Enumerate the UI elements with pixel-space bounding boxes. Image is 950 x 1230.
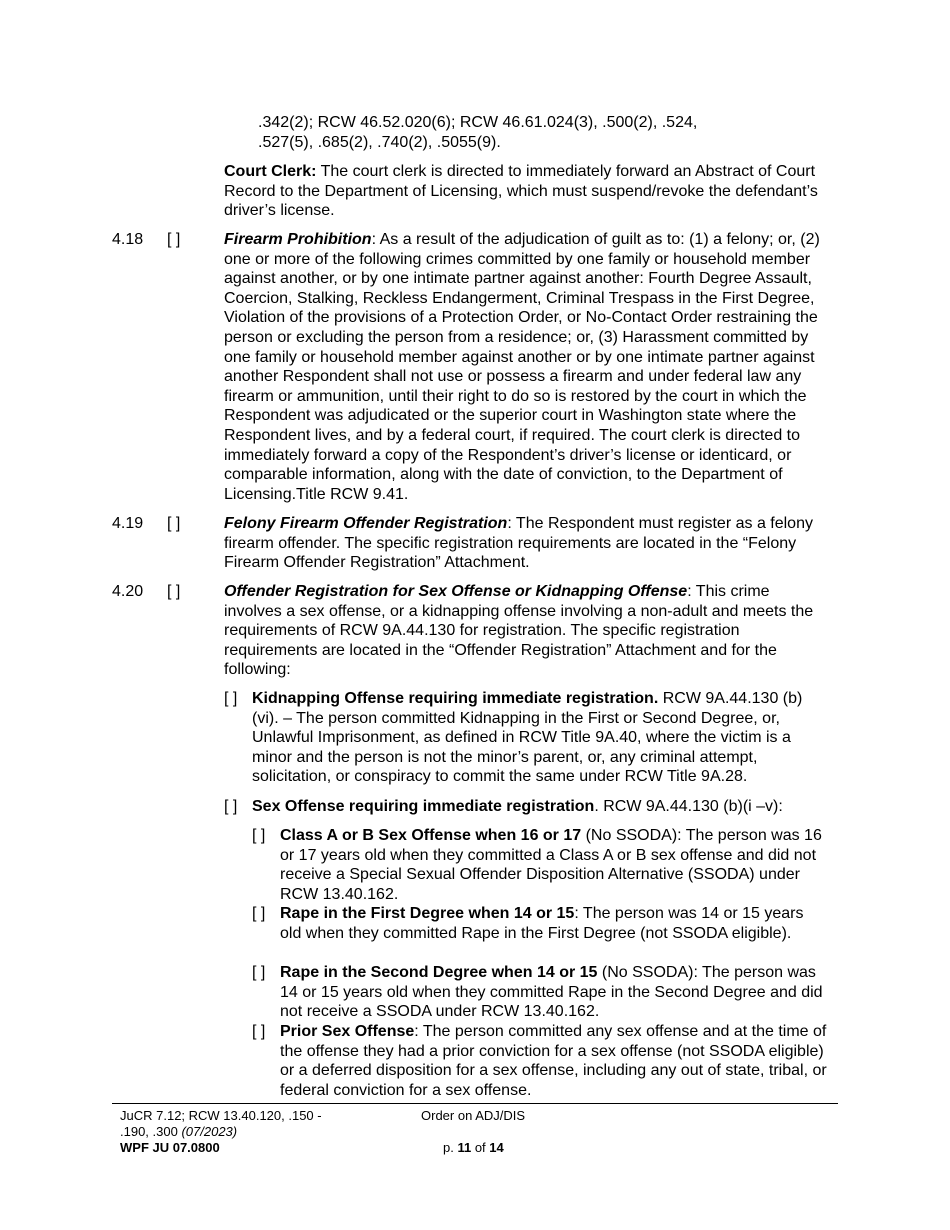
rape-second-paragraph (280, 963, 836, 1022)
section-number-4-20: 4.20 (112, 583, 144, 600)
section-4-20-text: : This crime involves a sex offense, or a kidnapping offense involving a non-adult and meets the requirements of RCW 9A.44.130 for registration. The specific registration requirements are located in the “Offender Registration” Attachment and for the following: (224, 583, 814, 679)
footer-revision-date: (07/2023) (181, 1124, 238, 1139)
rape-first-text: : The person was 14 or 15 years old when they committed Rape in the First Degree (not SSODA eligible). (280, 905, 804, 942)
section-4-19-paragraph (224, 514, 814, 573)
class-a-b-title: Class A or B Sex Offense when 16 or 17 (280, 827, 582, 844)
rape-first-paragraph (280, 904, 820, 943)
rape-second-title: Rape in the Second Degree when 14 or 15 (280, 964, 598, 981)
footer-citation-line-2 (120, 1124, 237, 1140)
section-4-18-title: Firearm Prohibition (224, 231, 372, 248)
checkbox-rape-first[interactable]: [ ] (252, 905, 266, 922)
section-number-4-19: 4.19 (112, 515, 144, 532)
court-clerk-label: Court Clerk: (224, 163, 317, 180)
section-4-19-title: Felony Firearm Offender Registration (224, 515, 508, 532)
prior-sex-offense-paragraph (280, 1022, 838, 1100)
checkbox-4-19[interactable]: [ ] (167, 515, 181, 532)
section-4-19-text: : The Respondent must register as a felony firearm offender. The specific registration requirements are located in the “Felony Firearm Offender Registration” Attachment. (224, 515, 813, 572)
sex-offense-title: Sex Offense requiring immediate registration (252, 798, 595, 815)
sex-offense-text: . RCW 9A.44.130 (b)(i –v): (594, 798, 783, 815)
section-number-4-18: 4.18 (112, 231, 144, 248)
rape-first-title: Rape in the First Degree when 14 or 15 (280, 905, 575, 922)
checkbox-sex-offense[interactable]: [ ] (224, 798, 238, 815)
section-4-20-paragraph (224, 582, 818, 680)
kidnapping-paragraph (252, 689, 820, 787)
rcw-continuation-line-2: .527(5), .685(2), .740(2), .5055(9). (258, 133, 501, 151)
footer-divider (112, 1103, 838, 1104)
footer-page-number (443, 1140, 504, 1156)
checkbox-class-a-b[interactable]: [ ] (252, 827, 266, 844)
kidnapping-title: Kidnapping Offense requiring immediate registration. (252, 690, 659, 707)
page-prefix: p. (443, 1140, 458, 1155)
checkbox-prior-sex-offense[interactable]: [ ] (252, 1023, 266, 1040)
section-4-18-paragraph (224, 230, 838, 504)
class-a-b-text: (No SSODA): The person was 16 or 17 years old when they committed a Class A or B sex offense and did not receive a Special Sexual Offender Disposition Alternative (SSODA) under RCW 13.40.162. (280, 827, 822, 903)
class-a-b-paragraph (280, 826, 840, 904)
section-4-18-text: : As a result of the adjudication of guilt as to: (1) a felony; or, (2) one or more of the following crimes committed by one family or household member against another, or by one intimate partner against another: Fourth Degree Assault, Coercion, Stalking, Reckless Endangerment, Criminal Trespass in the First Degree, Violation of the provisions of a Protection Order, or No-Contact Order restraining the person or excluding the person from a residence; or, (3) Harassment committed by one family or household member against another or by one intimate partner against another Respondent shall not use or possess a firearm and under federal law any firearm or ammunition, until their right to do so is restored by the court in which the Respondent was adjudicated or the superior court in Washington state where the Respondent lives, and by a federal court, if required. The court clerk is directed to immediately forward a copy of the Respondent’s driver’s license or identicard, or comparable information, along with the date of conviction, to the Department of Licensing.Title RCW 9.41. (224, 231, 820, 503)
checkbox-4-20[interactable]: [ ] (167, 583, 181, 600)
rcw-continuation (258, 113, 818, 152)
page-current: 11 (457, 1140, 472, 1155)
section-4-20-title: Offender Registration for Sex Offense or Kidnapping Offense (224, 583, 688, 600)
page-total: 14 (489, 1140, 504, 1155)
checkbox-rape-second[interactable]: [ ] (252, 964, 266, 981)
footer-citation-line-2-text: .190, .300 (120, 1124, 182, 1139)
sex-offense-paragraph (252, 797, 832, 817)
checkbox-kidnapping[interactable]: [ ] (224, 690, 238, 707)
rcw-continuation-line-1: .342(2); RCW 46.52.020(6); RCW 46.61.024(3), .500(2), .524, (258, 114, 698, 131)
footer-form-id: WPF JU 07.0800 (120, 1140, 220, 1155)
checkbox-4-18[interactable]: [ ] (167, 231, 181, 248)
page-of: of (471, 1140, 490, 1155)
footer-citation-line-1: JuCR 7.12; RCW 13.40.120, .150 - (120, 1108, 322, 1123)
footer-form-title: Order on ADJ/DIS (421, 1108, 526, 1123)
court-clerk-paragraph (224, 162, 836, 221)
prior-sex-offense-text: : The person committed any sex offense and at the time of the offense they had a prior conviction for a sex offense (not SSODA eligible) or a deferred disposition for a sex offense, including any out of state, tribal, or federal conviction for a sex offense. (280, 1023, 827, 1099)
court-clerk-text: The court clerk is directed to immediately forward an Abstract of Court Record to the Department of Licensing, which must suspend/revoke the defendant’s driver’s license. (224, 163, 818, 220)
kidnapping-text: RCW 9A.44.130 (b)(vi). – The person committed Kidnapping in the First or Second Degree, or, Unlawful Imprisonment, as defined in RCW Title 9A.40, where the victim is a minor and the person is not the minor’s parent, or, any criminal attempt, solicitation, or conspiracy to commit the same under RCW Title 9A.28. (252, 690, 803, 786)
rape-second-text: (No SSODA): The person was 14 or 15 years old when they committed Rape in the Second Degree and did not receive a SSODA under RCW 13.40.162. (280, 964, 823, 1021)
prior-sex-offense-title: Prior Sex Offense (280, 1023, 415, 1040)
